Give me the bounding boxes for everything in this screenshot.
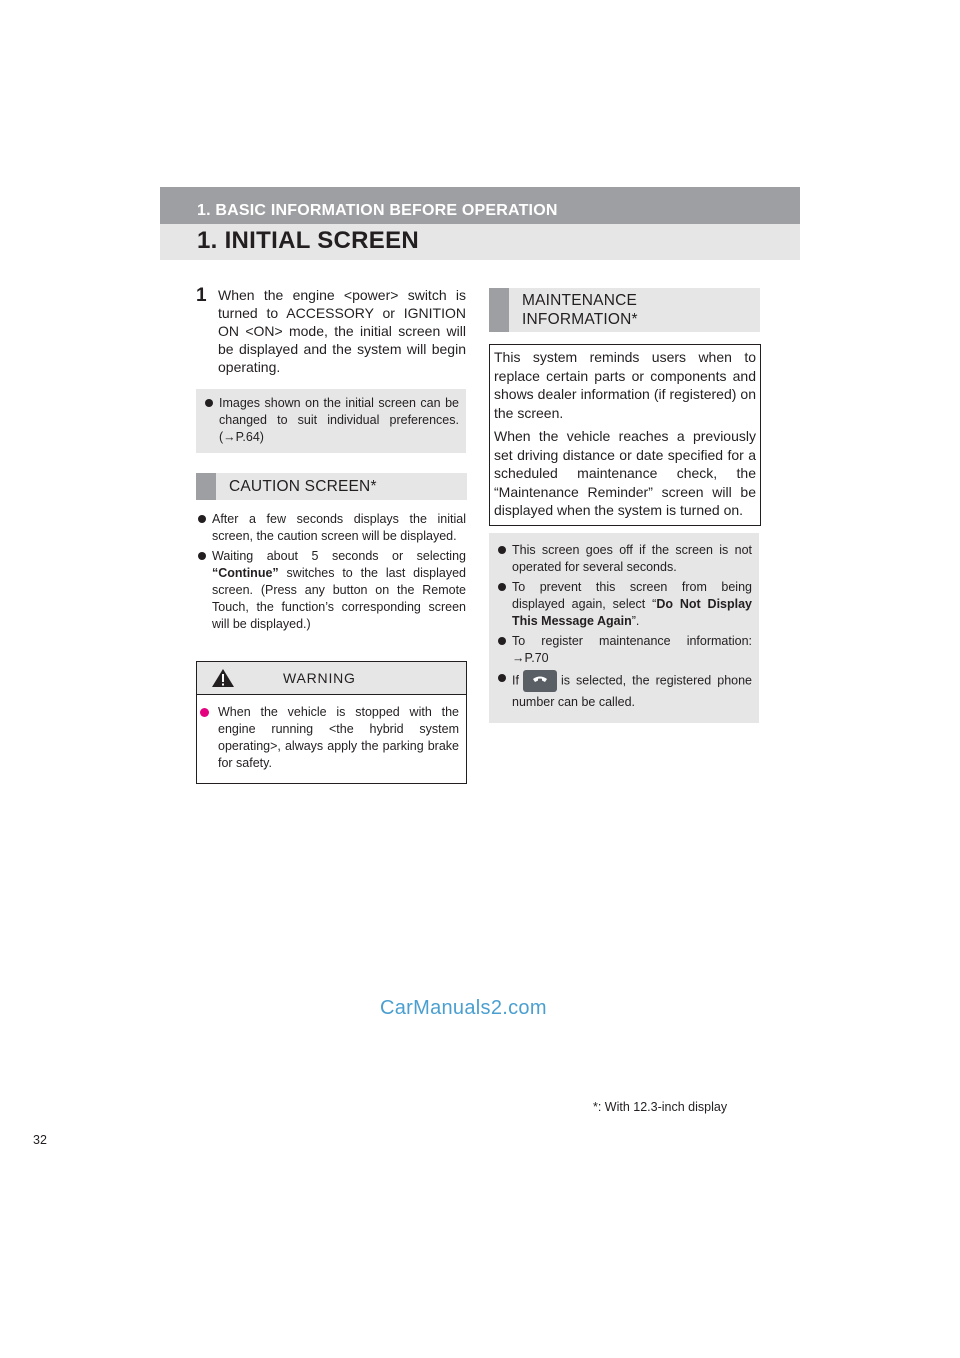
maintenance-description-box [489,344,761,526]
step-text: When the engine <power> switch is turned to ACCESSORY or IGNITION ON <ON> mode, the initial screen will be displayed and the system will begin operating. [218,287,466,375]
maintenance-heading [489,288,760,332]
caution-screen-heading [196,473,467,500]
maintenance-note-4: If is selected, the registered phone number can be called. [496,670,752,713]
maintenance-heading-label: MAINTENANCE INFORMATION* [522,292,638,328]
watermark: CarManuals2.com [380,997,547,1019]
maintenance-note-1: This screen goes off if the screen is not operated for several seconds. [496,542,752,576]
warning-item: When the vehicle is stopped with the engine running <the hybrid system operating>, always apply the parking brake for safety. [200,704,459,772]
maintenance-note-3: To register maintenance information: →P.70 [496,633,752,667]
maintenance-para-1: This system reminds users when to replace certain parts or components and shows dealer information (if registered) on the screen. [494,349,756,421]
caution-bullets [196,511,466,636]
phone-icon [532,675,548,687]
maintenance-para-2: When the vehicle reaches a previously set driving distance or date specified for a scheduled maintenance check, the “Maintenance Reminder” screen will be displayed when the system is turned on. [494,428,756,518]
page-number: 32 [33,1133,47,1147]
page-title: 1. INITIAL SCREEN [197,227,420,254]
warning-triangle-icon [211,668,235,688]
info-note-item: Images shown on the initial screen can be changed to suit individual preferences. (→P.64) [203,395,459,446]
maintenance-note-2: To prevent this screen from being displayed again, select “Do Not Display This Message Again”. [496,579,752,630]
step-number: 1 [196,285,207,306]
warning-label: WARNING [283,670,356,686]
info-note-box [196,389,466,453]
section-header-bar [160,187,800,224]
caution-bullet-2: Waiting about 5 seconds or selecting “Continue” switches to the last displayed screen. (Press any button on the Remote Touch, the function’s corresponding screen will be displayed.) [196,548,466,633]
caution-heading-label: CAUTION SCREEN* [229,478,377,495]
page-title-bar [160,224,800,260]
warning-box [196,661,467,784]
footnote: *: With 12.3-inch display [593,1100,728,1114]
caution-bullet-1: After a few seconds displays the initial screen, the caution screen will be displayed. [196,511,466,545]
section-title: 1. BASIC INFORMATION BEFORE OPERATION [197,202,558,219]
phone-call-button[interactable] [523,670,557,692]
warning-header [197,662,466,695]
maintenance-notes-box [489,533,759,723]
